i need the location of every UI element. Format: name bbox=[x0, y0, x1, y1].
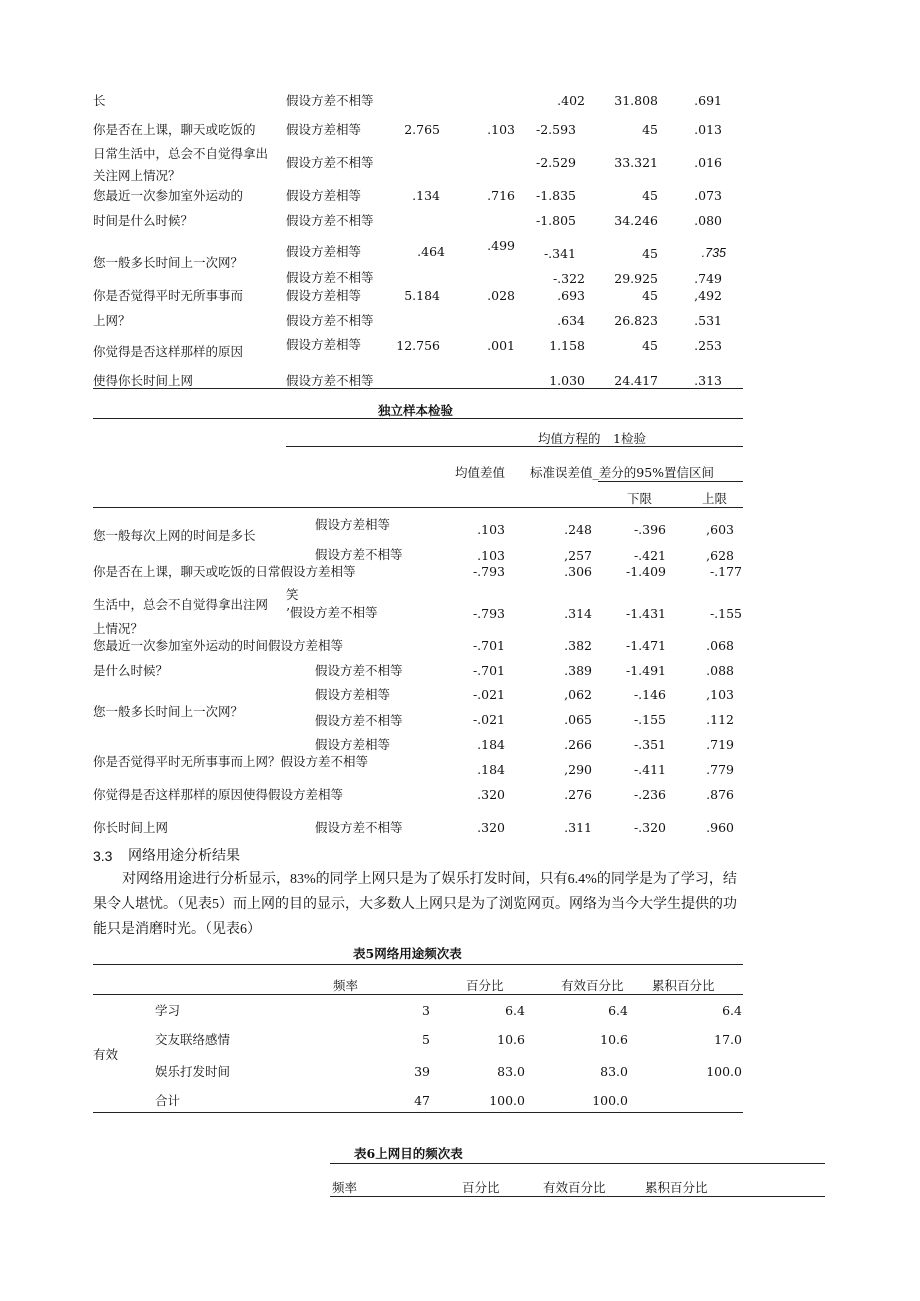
row-assumption: 假设方差相等 bbox=[315, 687, 391, 702]
cell-upper: ,628 bbox=[706, 548, 734, 563]
cell-lower: -.155 bbox=[633, 712, 666, 727]
cell-t: .402 bbox=[557, 93, 585, 108]
cell-sig: .716 bbox=[487, 188, 515, 203]
cell-lower: -.320 bbox=[633, 820, 666, 835]
row-question: 你觉得是否这样那样的原因使得假设方差相等 bbox=[93, 787, 344, 802]
cell-t: -.322 bbox=[552, 271, 585, 286]
row-assumption: 假设方差相等 bbox=[315, 737, 391, 752]
cell-mean-diff: .103 bbox=[477, 548, 505, 563]
row-assumption: 假设方差不相等 bbox=[315, 820, 403, 835]
row-assumption: 假设方差不相等 bbox=[286, 270, 374, 285]
cell-F: 5.184 bbox=[404, 288, 440, 303]
cell-sig2: .253 bbox=[694, 338, 722, 353]
paragraph-line: 对网络用途进行分析显示，83%的同学上网只是为了娱乐打发时间，只有6.4%的同学是为了学习，结 bbox=[122, 872, 737, 887]
row-assumption: 假设方差不相等 bbox=[286, 313, 374, 328]
cell-se: .306 bbox=[564, 564, 592, 579]
cell-se: .389 bbox=[564, 663, 592, 678]
cell-sig2: .080 bbox=[694, 213, 722, 228]
row-question: 使得你长时间上网 bbox=[93, 373, 194, 388]
cell-mean-diff: -.701 bbox=[472, 663, 505, 678]
cell-valid-percent: 6.4 bbox=[608, 1003, 628, 1018]
cell-t: -1.805 bbox=[535, 213, 576, 228]
col-lower: 下限 bbox=[627, 491, 653, 506]
cell-frequency: 5 bbox=[422, 1032, 430, 1047]
cell-se: .276 bbox=[564, 787, 592, 802]
row-question: 你是否觉得平时无所事事而 bbox=[93, 288, 244, 303]
cell-frequency: 3 bbox=[422, 1003, 430, 1018]
cell-mean-diff: -.021 bbox=[472, 712, 505, 727]
cell-t: -2.529 bbox=[535, 155, 576, 170]
col-valid-percent: 有效百分比 bbox=[543, 1180, 606, 1195]
cell-df: 45 bbox=[642, 188, 658, 203]
cell-lower: -1.491 bbox=[625, 663, 666, 678]
cell-t: -.341 bbox=[543, 246, 576, 261]
row-assumption: 假设方差相等 bbox=[286, 288, 362, 303]
cell-upper: -.155 bbox=[709, 606, 742, 621]
row-question: 上情况？ bbox=[93, 621, 144, 636]
row-question: 你是否在上课，聊天或吃饭的 bbox=[93, 122, 256, 137]
cell-df: 33.321 bbox=[614, 155, 658, 170]
row-assumption: 假设方差不相等 bbox=[315, 663, 403, 678]
header-rule bbox=[286, 446, 743, 447]
col-cumulative-percent: 累积百分比 bbox=[652, 978, 715, 993]
cell-mean-diff: -.793 bbox=[472, 606, 505, 621]
cell-lower: -1.431 bbox=[625, 606, 666, 621]
cell-frequency: 47 bbox=[414, 1093, 430, 1108]
row-label: 交友联络感情 bbox=[155, 1032, 231, 1047]
row-question: 生活中，总会不自觉得拿出注网 bbox=[93, 597, 269, 612]
row-question: 长 bbox=[93, 93, 106, 108]
cell-percent: 83.0 bbox=[497, 1064, 525, 1079]
cell-df: 29.925 bbox=[614, 271, 658, 286]
cell-se: .311 bbox=[564, 820, 592, 835]
cell-lower: -.146 bbox=[633, 687, 666, 702]
row-assumption: 假设方差相等 bbox=[286, 337, 362, 352]
col-frequency: 频率 bbox=[333, 978, 359, 993]
cell-df: 45 bbox=[642, 288, 658, 303]
cell-upper: .779 bbox=[706, 762, 734, 777]
table-top-rule bbox=[93, 964, 743, 965]
col-percent: 百分比 bbox=[466, 978, 504, 993]
cell-sig: .499 bbox=[487, 238, 515, 253]
paragraph-line: 果令人堪忧。（见表5）而上网的目的显示，大多数人上网只是为了浏览网页。网络为当今大学生提供的功 bbox=[93, 897, 737, 912]
row-label: 学习 bbox=[155, 1003, 181, 1018]
cell-sig2: .016 bbox=[694, 155, 722, 170]
cell-sig2: .749 bbox=[694, 271, 722, 286]
cell-se: .065 bbox=[564, 712, 592, 727]
cell-sig: .103 bbox=[487, 122, 515, 137]
cell-se: .314 bbox=[564, 606, 592, 621]
cell-upper: .088 bbox=[706, 663, 734, 678]
cell-F: .464 bbox=[417, 244, 445, 259]
table-title: 表5网络用途频次表 bbox=[353, 946, 462, 961]
cell-mean-diff: .184 bbox=[477, 737, 505, 752]
header-rule bbox=[330, 1196, 825, 1197]
cell-sig: .028 bbox=[487, 288, 515, 303]
cell-se: ,257 bbox=[564, 548, 592, 563]
cell-sig2: .735 bbox=[701, 246, 726, 260]
cell-upper: ,103 bbox=[706, 687, 734, 702]
col-cumulative-percent: 累积百分比 bbox=[645, 1180, 708, 1195]
cell-upper: .719 bbox=[706, 737, 734, 752]
col-mean-diff: 均值差值 bbox=[455, 465, 506, 480]
cell-lower: -.351 bbox=[633, 737, 666, 752]
cell-df: 24.417 bbox=[614, 373, 658, 388]
cell-percent: 10.6 bbox=[497, 1032, 525, 1047]
header-group: 均值方程的 1检验 bbox=[538, 431, 646, 446]
row-assumption: 假设方差不相等 bbox=[286, 213, 374, 228]
cell-sig2: ,492 bbox=[694, 288, 722, 303]
cell-lower: -1.471 bbox=[625, 638, 666, 653]
cell-mean-diff: .103 bbox=[477, 522, 505, 537]
col-percent: 百分比 bbox=[462, 1180, 500, 1195]
table-title: 表6上网目的频次表 bbox=[354, 1146, 463, 1161]
cell-cumulative-percent: 17.0 bbox=[714, 1032, 742, 1047]
paragraph-line: 能只是消磨时光。（见表6） bbox=[93, 922, 261, 937]
cell-mean-diff: -.021 bbox=[472, 687, 505, 702]
cell-df: 34.246 bbox=[614, 213, 658, 228]
cell-df: 45 bbox=[642, 338, 658, 353]
row-question: 您一般每次上网的时间是多长 bbox=[93, 528, 256, 543]
cell-sig2: .013 bbox=[694, 122, 722, 137]
cell-lower: -.396 bbox=[633, 522, 666, 537]
table-title: 独立样本检验 bbox=[378, 403, 454, 418]
cell-upper: .068 bbox=[706, 638, 734, 653]
row-assumption: 假设方差相等 bbox=[286, 122, 362, 137]
table-top-rule bbox=[330, 1163, 825, 1164]
cell-F: 12.756 bbox=[396, 338, 440, 353]
cell-df: 31.808 bbox=[614, 93, 658, 108]
cell-se: .382 bbox=[564, 638, 592, 653]
cell-cumulative-percent: 100.0 bbox=[706, 1064, 742, 1079]
row-question: 您一般多长时间上一次网？ bbox=[93, 704, 244, 719]
cell-se: ,062 bbox=[564, 687, 592, 702]
cell-upper: .112 bbox=[706, 712, 734, 727]
cell-lower: -.421 bbox=[633, 548, 666, 563]
table-bottom-rule bbox=[93, 1112, 743, 1113]
cell-df: 45 bbox=[642, 122, 658, 137]
cell-t: .634 bbox=[557, 313, 585, 328]
row-question: 日常生活中，总会不自觉得拿出 bbox=[93, 146, 269, 161]
cell-lower: -.411 bbox=[633, 762, 666, 777]
cell-sig2: .313 bbox=[694, 373, 722, 388]
row-question: 是什么时候？ bbox=[93, 663, 169, 678]
cell-t: 1.158 bbox=[549, 338, 585, 353]
cell-sig2: .531 bbox=[694, 313, 722, 328]
row-label: 合计 bbox=[155, 1093, 181, 1108]
col-se-ci: 标准误差值_差分的95%置信区间 bbox=[530, 465, 715, 480]
row-question: 关注网上情况？ bbox=[93, 168, 181, 183]
row-assumption: 假设方差不相等 bbox=[315, 547, 403, 562]
row-question: 时间是什么时候？ bbox=[93, 213, 194, 228]
row-label: 娱乐打发时间 bbox=[155, 1064, 231, 1079]
cell-F: .134 bbox=[412, 188, 440, 203]
row-question: 你觉得是否这样那样的原因 bbox=[93, 344, 244, 359]
col-upper: 上限 bbox=[702, 491, 728, 506]
header-bottom-rule bbox=[93, 507, 743, 508]
row-question: 您一般多长时间上一次网？ bbox=[93, 255, 244, 270]
row-question: 上网？ bbox=[93, 313, 131, 328]
row-assumption: 假设方差不相等 bbox=[286, 93, 374, 108]
cell-upper: .960 bbox=[706, 820, 734, 835]
cell-valid-percent: 100.0 bbox=[592, 1093, 628, 1108]
cell-df: 26.823 bbox=[614, 313, 658, 328]
table-bottom-rule bbox=[93, 388, 743, 389]
cell-t: -1.835 bbox=[535, 188, 576, 203]
row-assumption: 笑 bbox=[286, 587, 299, 602]
ci-rule bbox=[598, 481, 743, 482]
cell-lower: -.236 bbox=[633, 787, 666, 802]
col-frequency: 频率 bbox=[332, 1180, 358, 1195]
cell-mean-diff: .184 bbox=[477, 762, 505, 777]
row-assumption: 假设方差相等 bbox=[315, 517, 391, 532]
table-top-rule bbox=[93, 418, 743, 419]
cell-se: .266 bbox=[564, 737, 592, 752]
cell-valid-percent: 83.0 bbox=[600, 1064, 628, 1079]
cell-valid-percent: 10.6 bbox=[600, 1032, 628, 1047]
section-title: 网络用途分析结果 bbox=[128, 848, 240, 864]
cell-sig: .001 bbox=[487, 338, 515, 353]
cell-mean-diff: -.701 bbox=[472, 638, 505, 653]
row-question: 你是否觉得平时无所事事而上网？假设方差不相等 bbox=[93, 754, 369, 769]
cell-upper: ,603 bbox=[706, 522, 734, 537]
row-question: 您最近一次参加室外运动的 bbox=[93, 188, 244, 203]
cell-upper: .876 bbox=[706, 787, 734, 802]
row-assumption: 假设方差不相等 bbox=[286, 373, 374, 388]
row-assumption: ’假设方差不相等 bbox=[286, 605, 378, 620]
cell-F: 2.765 bbox=[404, 122, 440, 137]
cell-percent: 6.4 bbox=[505, 1003, 525, 1018]
cell-t: .693 bbox=[557, 288, 585, 303]
cell-sig2: .691 bbox=[694, 93, 722, 108]
cell-sig2: .073 bbox=[694, 188, 722, 203]
cell-mean-diff: -.793 bbox=[472, 564, 505, 579]
cell-mean-diff: .320 bbox=[477, 820, 505, 835]
cell-se: ,290 bbox=[564, 762, 592, 777]
cell-t: -2.593 bbox=[535, 122, 576, 137]
row-assumption: 假设方差相等 bbox=[286, 244, 362, 259]
cell-cumulative-percent: 6.4 bbox=[722, 1003, 742, 1018]
section-number: 3.3 bbox=[93, 848, 113, 864]
cell-se: .248 bbox=[564, 522, 592, 537]
row-assumption: 假设方差相等 bbox=[286, 188, 362, 203]
col-valid-percent: 有效百分比 bbox=[561, 978, 624, 993]
row-question: 你是否在上课，聊天或吃饭的日常假设方差相等 bbox=[93, 564, 356, 579]
cell-upper: -.177 bbox=[709, 564, 742, 579]
group-label: 有效 bbox=[93, 1047, 119, 1062]
row-assumption: 假设方差不相等 bbox=[315, 713, 403, 728]
cell-frequency: 39 bbox=[414, 1064, 430, 1079]
row-question: 您最近一次参加室外运动的时间假设方差相等 bbox=[93, 638, 344, 653]
cell-df: 45 bbox=[642, 246, 658, 261]
row-assumption: 假设方差不相等 bbox=[286, 155, 374, 170]
cell-t: 1.030 bbox=[549, 373, 585, 388]
cell-lower: -1.409 bbox=[625, 564, 666, 579]
row-question: 你长时间上网 bbox=[93, 820, 169, 835]
header-rule bbox=[93, 994, 743, 995]
cell-mean-diff: .320 bbox=[477, 787, 505, 802]
cell-percent: 100.0 bbox=[489, 1093, 525, 1108]
